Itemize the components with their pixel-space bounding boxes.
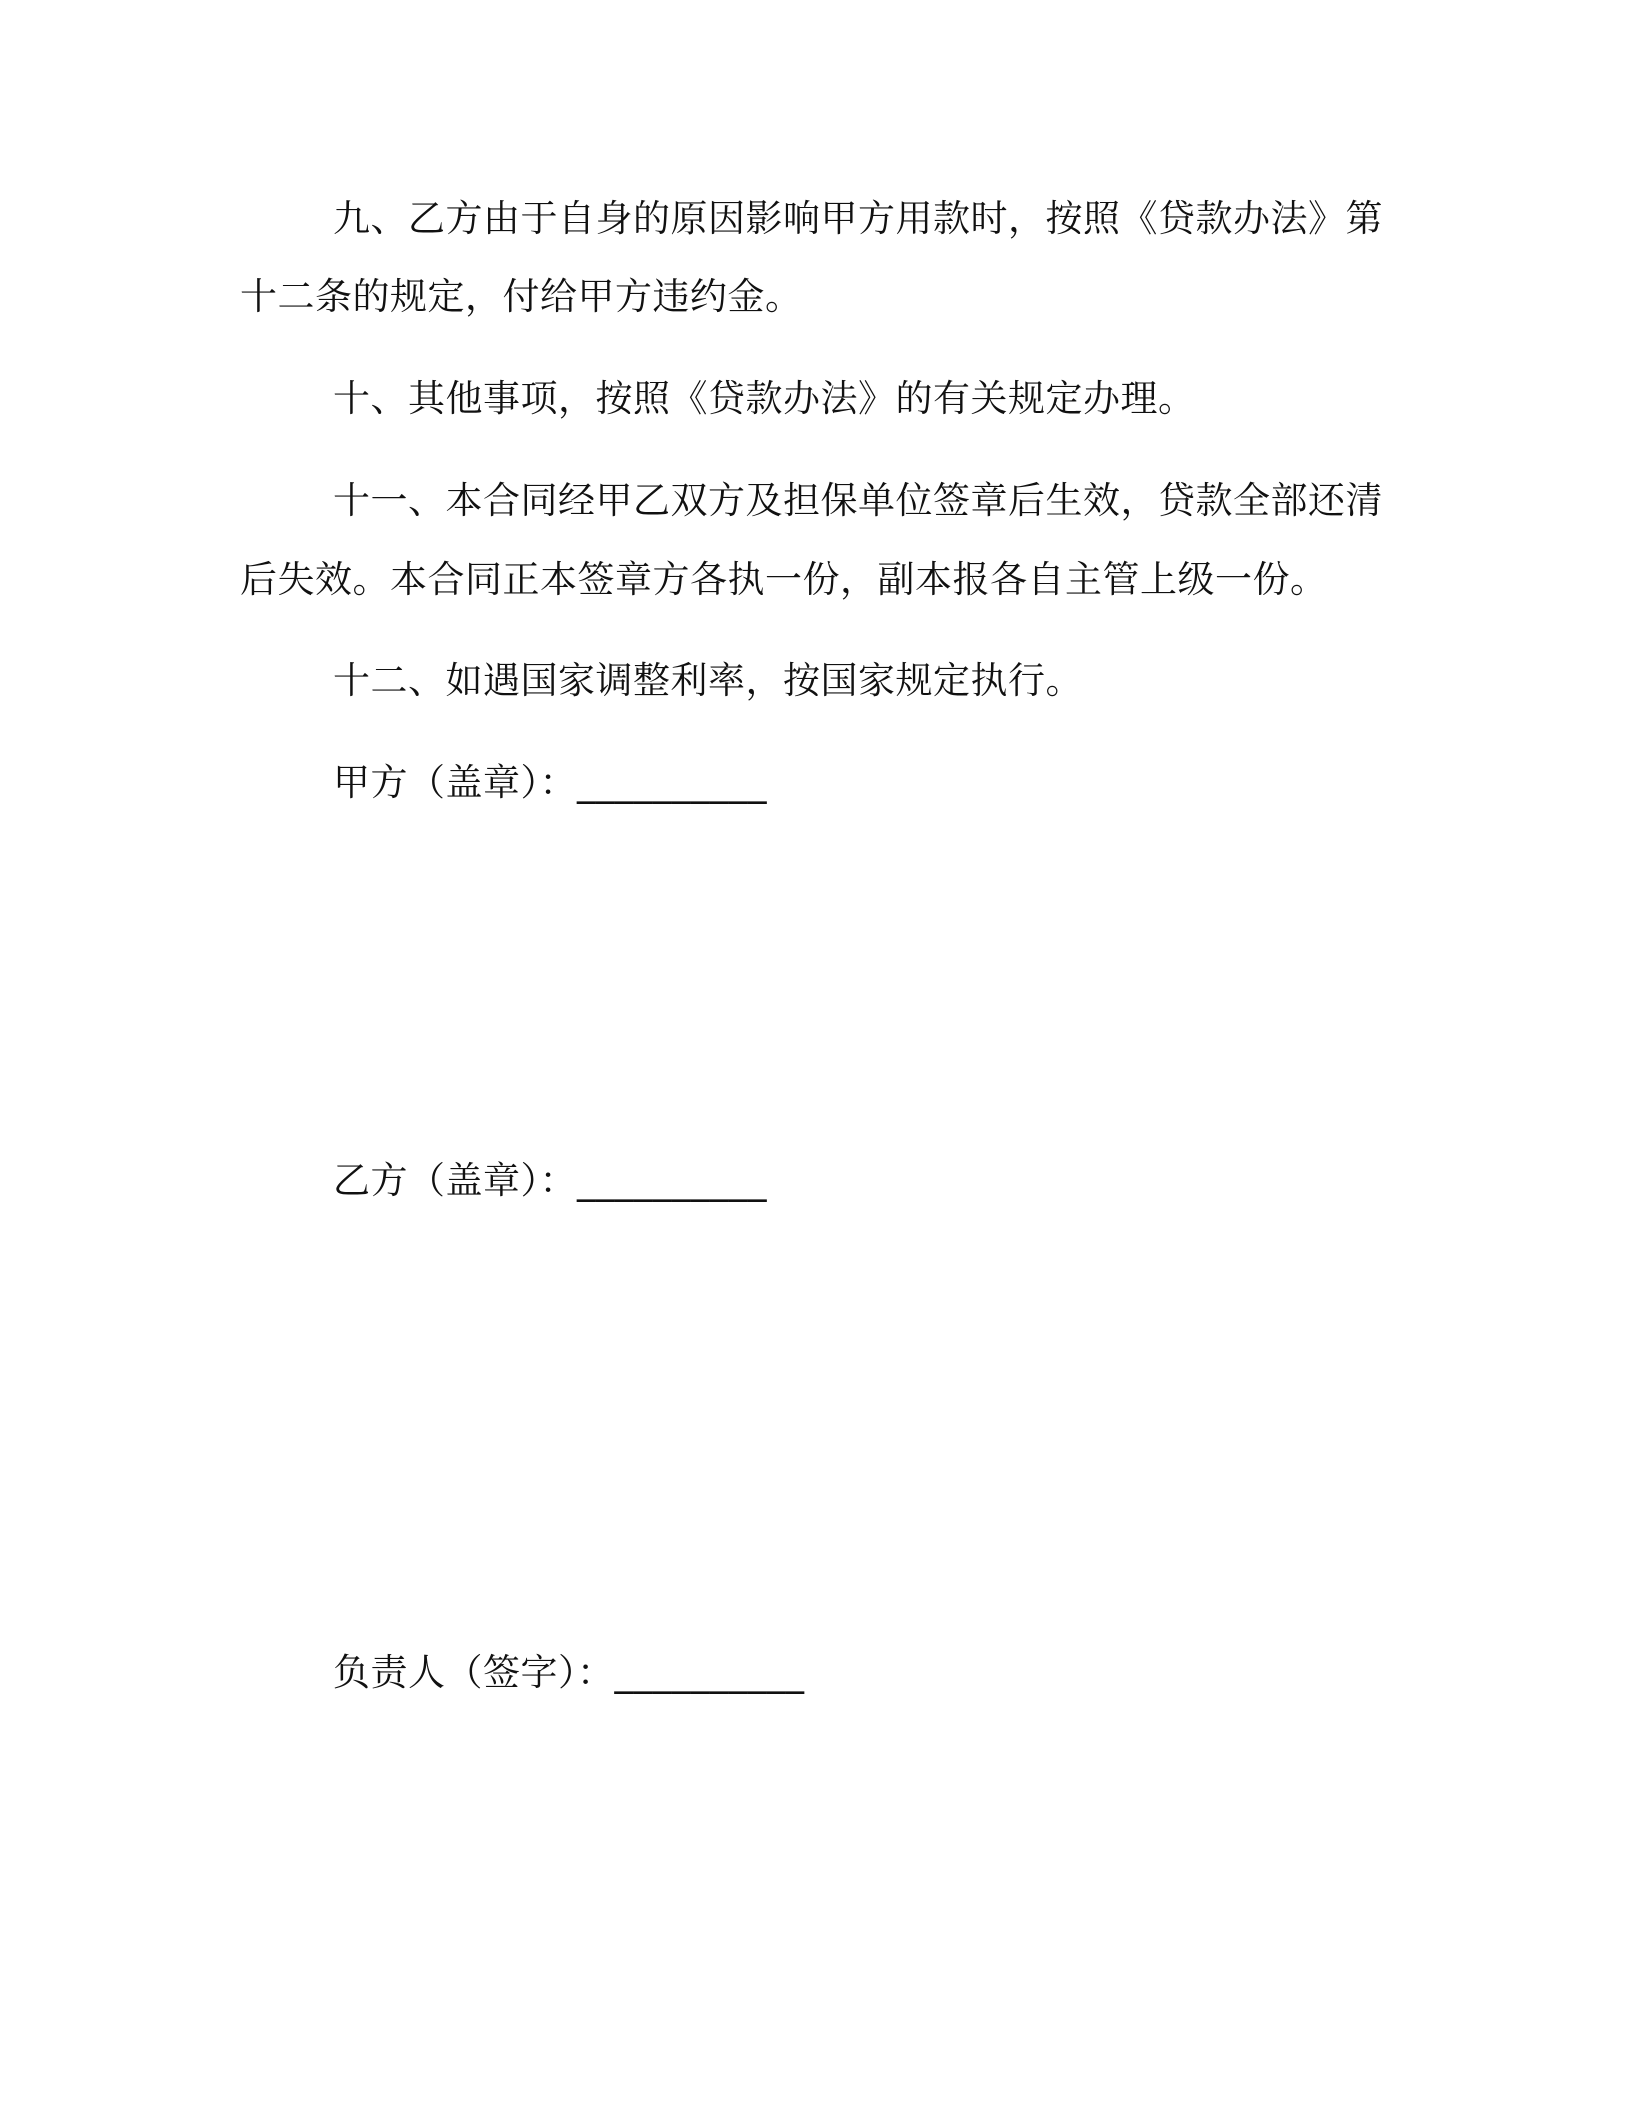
clause-10: 十、其他事项，按照《贷款办法》的有关规定办理。 (333, 377, 1196, 420)
party-b-signature-line: 乙方（盖章）：__________ (333, 1159, 767, 1202)
clause-11-line-2: 后失效。本合同正本签章方各执一份，副本报各自主管上级一份。 (240, 558, 1328, 601)
clause-9-line-1: 九、乙方由于自身的原因影响甲方用款时，按照《贷款办法》第 (333, 197, 1383, 240)
responsible-person-signature-line: 负责人（签字）：__________ (333, 1651, 805, 1694)
clause-9-line-2: 十二条的规定，付给甲方违约金。 (240, 275, 803, 318)
clause-12: 十二、如遇国家调整利率，按国家规定执行。 (333, 659, 1083, 702)
party-a-signature-line: 甲方（盖章）：__________ (333, 761, 767, 804)
clause-11-line-1: 十一、本合同经甲乙双方及担保单位签章后生效，贷款全部还清 (333, 479, 1383, 522)
